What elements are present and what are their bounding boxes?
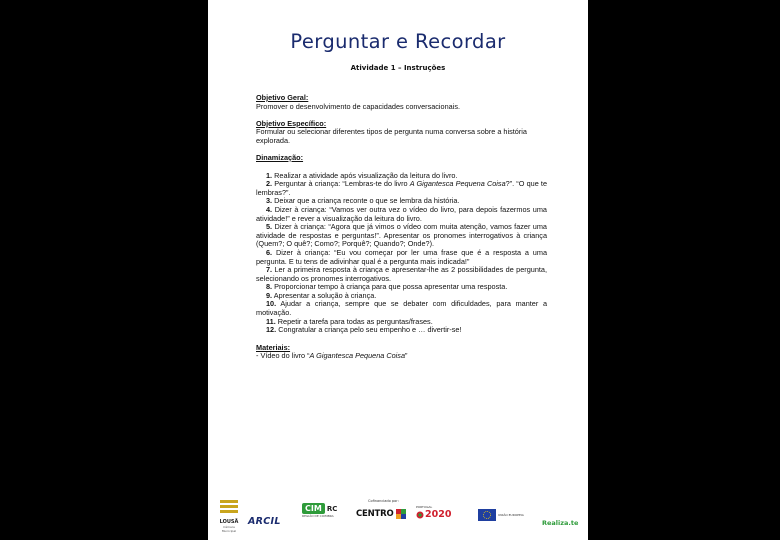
- document-page: [208, 0, 588, 540]
- lousa-emblem-icon: [218, 499, 240, 515]
- lousa-logo: LOUSÃ Câmara Municipal: [218, 499, 240, 533]
- portugal2020-logo: PORTUGAL 2020: [416, 505, 452, 520]
- step-item: 10. Ajudar a criança, sempre que se debater com dificuldades, para manter a motivação.: [256, 299, 548, 318]
- general-objective-text: Promover o desenvolvimento de capacidades conversacionais.: [256, 101, 461, 111]
- centro2020-logo: CENTRO: [356, 509, 406, 519]
- general-objective-heading: Objetivo Geral:: [256, 93, 309, 102]
- step-item: 11. Repetir a tarefa para todas as perguntas/frases.: [266, 316, 433, 326]
- realiza-logo: Realiza.te: [542, 519, 579, 527]
- step-item: 6. Dizer à criança: “Eu vou começar por ler uma frase que é a resposta a uma pergunta. E tu tens de adivinhar qual é a pergunta mais indicada!”: [256, 247, 548, 266]
- document-body: [256, 94, 547, 361]
- cim-rc-logo: CIM RC REGIÃO DE COIMBRA: [302, 504, 338, 518]
- step-item: 12. Congratular a criança pelo seu empenho e … divertir-se!: [266, 325, 462, 335]
- step-item: 7. Ler a primeira resposta à criança e apresentar-lhe as 2 possibilidades de pergunta, selecionando os pronomes interrogativos.: [256, 265, 547, 283]
- eu-flag-icon: [478, 509, 496, 521]
- specific-objective-heading: Objetivo Específico:: [256, 118, 327, 128]
- step-item: 1. Realizar a atividade após visualização da leitura do livro.: [266, 170, 458, 180]
- step-item: 2. Perguntar à criança: “Lembras-te do livro A Gigantesca Pequena Coisa?”. “O que te lembras?”.: [256, 179, 547, 197]
- arcil-logo: ARCIL: [248, 516, 281, 527]
- footer-logos: [218, 497, 580, 533]
- cofinanced-label: Cofinanciado por:: [368, 499, 399, 503]
- step-item: 9. Apresentar a solução à criança.: [266, 290, 377, 300]
- specific-objective-text: Formular ou selecionar diferentes tipos de pergunta numa conversa sobre a história explorada.: [256, 127, 527, 145]
- materials-text: - Vídeo do livro “A Gigantesca Pequena Coisa”: [256, 351, 408, 361]
- step-item: 5. Dizer à criança: “Agora que já vimos o vídeo com muita atenção, vamos fazer uma atividade de respostas e perguntas!”. Apresentar os pronomes interrogativos à criança (Quem?; O quê?; Como?; Porquê?; Quando?; Onde?).: [256, 222, 547, 249]
- step-item: 3. Deixar que a criança reconte o que se lembra da história.: [266, 196, 460, 206]
- page-title: Perguntar e Recordar: [290, 30, 506, 53]
- page-subtitle: Atividade 1 – Instruções: [350, 64, 446, 72]
- step-item: 8. Proporcionar tempo à criança para que possa apresentar uma resposta.: [266, 282, 508, 292]
- materials-heading: Materiais:: [256, 342, 291, 352]
- portugal2020-mark-icon: [416, 511, 424, 519]
- eu-logo: UNIÃO EUROPEIA: [478, 509, 524, 521]
- step-item: 4. Dizer à criança: “Vamos ver outra vez o vídeo do livro, para depois fazermos uma atividade!” e rever a visualização da leitura do livro.: [256, 204, 547, 223]
- steps-list: [256, 172, 547, 335]
- dynamization-heading: Dinamização:: [256, 152, 304, 162]
